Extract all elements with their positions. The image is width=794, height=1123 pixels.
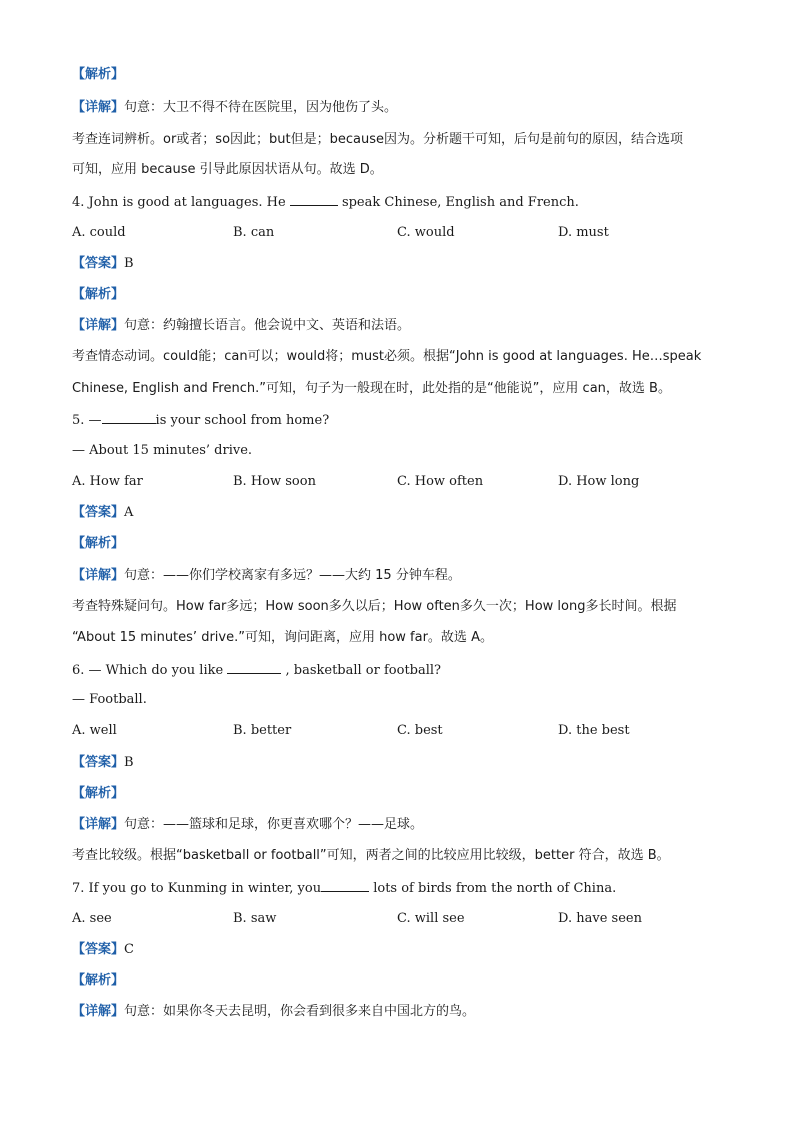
option-d: D. the best bbox=[558, 723, 630, 738]
analysis-heading: 【解析】 bbox=[72, 536, 125, 551]
option-d: D. have seen bbox=[558, 911, 642, 926]
detail-line: 【详解】句意：约翰擅长语言。他会说中文、英语和法语。 bbox=[72, 318, 411, 333]
answer-blank bbox=[227, 661, 281, 674]
answer-blank bbox=[102, 411, 156, 424]
option-b: B. How soon bbox=[233, 474, 316, 489]
option-d: D. How long bbox=[558, 474, 640, 489]
detail-line: 【详解】句意：——你们学校离家有多远？——大约 15 分钟车程。 bbox=[72, 568, 461, 583]
question-stem: 4. John is good at languages. He speak Chinese, English and French. bbox=[72, 195, 579, 210]
explanation-line: 考查比较级。根据“basketball or football”可知，两者之间的比较应用比较级，better 符合，故选 B。 bbox=[72, 848, 670, 863]
answer-line: 【答案】B bbox=[72, 256, 134, 271]
analysis-heading: 【解析】 bbox=[72, 287, 125, 302]
option-b: B. can bbox=[233, 225, 275, 240]
question-stem: 6. — Which do you like , basketball or football? bbox=[72, 663, 442, 678]
detail-line: 【详解】句意：大卫不得不待在医院里，因为他伤了头。 bbox=[72, 100, 398, 115]
analysis-heading: 【解析】 bbox=[72, 786, 125, 801]
question-stem: 7. If you go to Kunming in winter, you lots of birds from the north of China. bbox=[72, 881, 617, 896]
question-reply: — Football. bbox=[72, 692, 147, 707]
option-a: A. could bbox=[72, 225, 126, 240]
analysis-heading: 【解析】 bbox=[72, 973, 125, 988]
detail-line: 【详解】句意：如果你冬天去昆明，你会看到很多来自中国北方的鸟。 bbox=[72, 1004, 476, 1019]
explanation-line: 可知，应用 because 引导此原因状语从句。故选 D。 bbox=[72, 162, 383, 177]
detail-line: 【详解】句意：——篮球和足球，你更喜欢哪个？——足球。 bbox=[72, 817, 424, 832]
analysis-heading: 【解析】 bbox=[72, 67, 125, 82]
answer-line: 【答案】A bbox=[72, 505, 134, 520]
option-b: B. better bbox=[233, 723, 292, 738]
option-c: C. would bbox=[397, 225, 455, 240]
question-stem: 5. — is your school from home? bbox=[72, 413, 330, 428]
option-c: C. will see bbox=[397, 911, 465, 926]
explanation-line: Chinese, English and French.”可知，句子为一般现在时，此处指的是“他能说”，应用 can，故选 B。 bbox=[72, 381, 671, 396]
answer-blank bbox=[321, 879, 369, 892]
option-b: B. saw bbox=[233, 911, 277, 926]
option-a: A. see bbox=[72, 911, 112, 926]
option-c: C. best bbox=[397, 723, 443, 738]
explanation-line: 考查特殊疑问句。How far多远；How soon多久以后；How often多久一次；How long多长时间。根据 bbox=[72, 599, 677, 614]
option-a: A. well bbox=[72, 723, 117, 738]
explanation-line: “About 15 minutes’ drive.”可知，询问距离，应用 how far。故选 A。 bbox=[72, 630, 493, 645]
answer-line: 【答案】B bbox=[72, 755, 134, 770]
explanation-line: 考查情态动词。could能；can可以；would将；must必须。根据“John is good at languages. He…speak bbox=[72, 349, 702, 364]
answer-blank bbox=[290, 193, 338, 206]
option-d: D. must bbox=[558, 225, 609, 240]
option-a: A. How far bbox=[72, 474, 143, 489]
question-reply: — About 15 minutes’ drive. bbox=[72, 443, 253, 458]
explanation-line: 考查连词辨析。or或者；so因此；but但是；because因为。分析题干可知，后句是前句的原因，结合选项 bbox=[72, 132, 683, 147]
answer-line: 【答案】C bbox=[72, 942, 134, 957]
option-c: C. How often bbox=[397, 474, 484, 489]
